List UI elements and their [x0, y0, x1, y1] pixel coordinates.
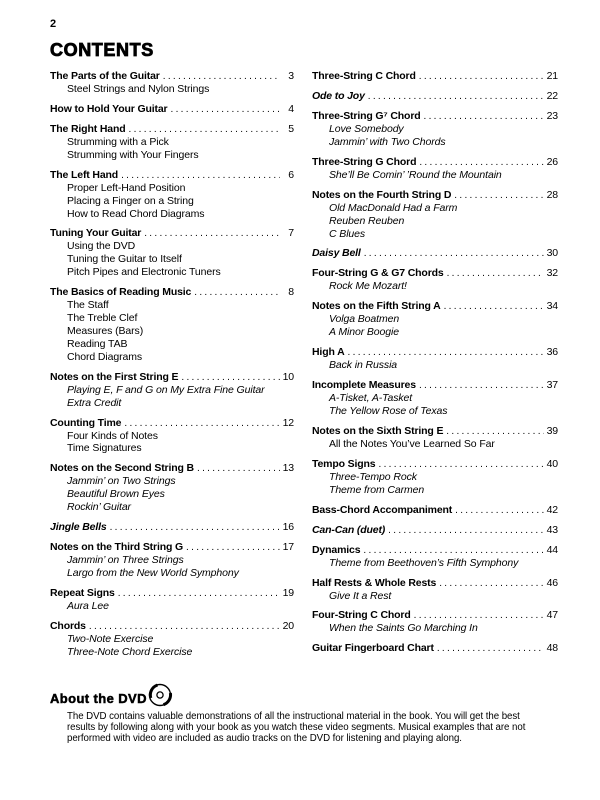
toc-entry: [312, 609, 558, 635]
toc-entry-row: [50, 541, 294, 554]
toc-page-number: 32: [546, 267, 558, 280]
toc-entry: [312, 247, 558, 260]
toc-entry-row: [312, 524, 558, 537]
toc-page-number: 40: [546, 457, 558, 470]
toc-page-number: 5: [288, 122, 294, 135]
toc-entry-row: [312, 544, 558, 557]
toc-entry-title: Tempo Signs: [312, 457, 376, 470]
toc-page-number: 20: [282, 619, 294, 632]
toc-entry-row: [312, 458, 558, 471]
toc-page-number: 7: [288, 227, 294, 240]
toc-sub-item: Love Somebody: [329, 123, 404, 135]
dot-leader: [455, 504, 544, 517]
dot-leader: [181, 371, 280, 384]
toc-page-number: 37: [546, 379, 558, 392]
toc-sub-item: Jammin’ with Two Chords: [329, 135, 446, 148]
toc-entry-title: Notes on the Second String B: [50, 462, 194, 475]
dvd-disc-icon: [144, 679, 176, 706]
dot-leader: [447, 267, 544, 280]
toc-entry-title: Notes on the Fifth String A: [312, 300, 441, 313]
toc-entry-title: Half Rests & Whole Rests: [312, 576, 437, 589]
toc-sub-item: Steel Strings and Nylon Strings: [67, 83, 210, 95]
toc-entry-title: Four-String G & G7 Chords: [312, 267, 444, 280]
toc-entry-row: [312, 70, 558, 83]
toc-sub-item: Three-Note Chord Exercise: [67, 645, 193, 658]
toc-entry-title: Notes on the Sixth String E: [312, 424, 444, 437]
dot-leader: [124, 417, 280, 430]
toc-sub-item: Strumming with a Pick: [67, 135, 169, 148]
dot-leader: [171, 103, 281, 116]
toc-column-right: [312, 70, 558, 662]
toc-page-number: 30: [546, 247, 558, 260]
toc-page-number: 22: [546, 90, 558, 102]
toc-sub-item: Pitch Pipes and Electronic Tuners: [67, 266, 221, 279]
toc-entry-title: Chords: [50, 619, 86, 632]
toc-entry-title: Repeat Signs: [50, 586, 115, 599]
toc-sub-item: Three-Tempo Rock: [329, 470, 417, 483]
dot-leader: [118, 587, 280, 600]
dot-leader: [419, 379, 544, 392]
toc-page-number: 39: [546, 424, 558, 437]
toc-entry: [50, 541, 294, 580]
toc-entry-row: [312, 90, 558, 103]
toc-sub-item: All the Notes You’ve Learned So Far: [329, 437, 495, 450]
toc-page-number: 4: [288, 102, 294, 115]
dot-leader: [446, 425, 544, 438]
dot-leader: [454, 189, 544, 202]
dot-leader: [424, 110, 544, 123]
toc-entry-title: Bass-Chord Accompaniment: [312, 503, 453, 516]
toc-entry-title: The Left Hand: [50, 168, 119, 181]
toc-sub-item: Measures (Bars): [67, 324, 144, 337]
toc-page-number: 26: [546, 155, 558, 168]
toc-columns: [50, 70, 558, 666]
toc-sub-item: The Yellow Rose of Texas: [329, 404, 448, 417]
toc-entry-title: Three-String G Chord: [312, 155, 417, 168]
toc-entry: [50, 371, 294, 410]
contents-heading: CONTENTS: [50, 40, 154, 60]
toc-page-number: 3: [288, 70, 294, 82]
dot-leader: [89, 620, 280, 633]
dot-leader: [368, 90, 544, 103]
toc-entry: [50, 70, 294, 96]
toc-sub-item: Old MacDonald Had a Farm: [329, 201, 458, 214]
toc-entry-title: Jingle Bells: [50, 521, 107, 534]
dot-leader: [194, 286, 280, 299]
dot-leader: [348, 346, 544, 359]
toc-entry: [50, 286, 294, 364]
toc-entry: [312, 379, 558, 418]
toc-entry-row: [312, 156, 558, 169]
toc-sub-item: Strumming with Your Fingers: [67, 148, 199, 161]
toc-entry-row: [50, 123, 294, 136]
toc-entry-title: Tuning Your Guitar: [50, 227, 142, 240]
dot-leader: [121, 169, 280, 182]
toc-sub-item: Placing a Finger on a String: [67, 194, 194, 207]
toc-entry-row: [50, 521, 294, 534]
toc-entry-title: Guitar Fingerboard Chart: [312, 642, 434, 655]
toc-entry: [312, 642, 558, 655]
toc-entry-title: High A: [312, 346, 345, 359]
toc-entry: [312, 524, 558, 537]
toc-page-number: 46: [546, 576, 558, 589]
toc-entry: [312, 425, 558, 451]
about-dvd-text: The DVD contains valuable demonstrations of all the instructional material in the book. You will get the best results by following along with your book as you watch these video segments. Musical examples that are not performed with video are included as audio tracks on the DVD for listening and playing along.: [67, 710, 526, 744]
toc-entry: [312, 300, 558, 339]
toc-entry: [312, 70, 558, 83]
toc-entry: [50, 123, 294, 162]
toc-page-number: 21: [546, 70, 558, 82]
toc-sub-item: Reuben Reuben: [329, 214, 405, 227]
toc-entry: [312, 346, 558, 372]
toc-entry-row: [312, 642, 558, 655]
toc-sub-item: Four Kinds of Notes: [67, 429, 158, 442]
dot-leader: [364, 247, 544, 260]
toc-entry: [312, 267, 558, 293]
toc-entry: [312, 90, 558, 103]
toc-entry-row: [50, 169, 294, 182]
toc-entry: [312, 189, 558, 241]
toc-sub-item: Volga Boatmen: [329, 313, 400, 326]
dot-leader: [379, 458, 545, 471]
toc-entry-row: [50, 371, 294, 384]
page-number: 2: [50, 18, 57, 30]
dot-leader: [163, 70, 280, 83]
dot-leader: [144, 227, 280, 240]
toc-sub-item: A Minor Boogie: [329, 326, 399, 339]
toc-sub-item: Give It a Rest: [329, 589, 392, 602]
toc-entry: [50, 620, 294, 659]
toc-entry-row: [50, 70, 294, 83]
toc-page-number: 28: [546, 188, 558, 201]
toc-entry-title: The Parts of the Guitar: [50, 70, 160, 82]
toc-entry: [50, 587, 294, 613]
toc-entry-title: Three-String G⁷ Chord: [312, 110, 421, 122]
toc-sub-item: Largo from the New World Symphony: [67, 566, 239, 579]
toc-entry-row: [312, 300, 558, 313]
toc-sub-item: Proper Left-Hand Position: [67, 181, 186, 194]
dot-leader: [419, 156, 544, 169]
toc-entry: [312, 544, 558, 570]
toc-sub-item: The Treble Clef: [67, 312, 138, 325]
toc-sub-item: Jammin’ on Three Strings: [67, 554, 184, 567]
toc-sub-item: A-Tisket, A-Tasket: [329, 392, 413, 405]
dot-leader: [197, 462, 280, 475]
toc-entry-title: How to Hold Your Guitar: [50, 102, 168, 115]
toc-entry-title: Dynamics: [312, 543, 361, 556]
toc-entry-row: [312, 379, 558, 392]
toc-entry-row: [312, 189, 558, 202]
toc-sub-item: Chord Diagrams: [67, 350, 143, 363]
toc-entry-row: [312, 267, 558, 280]
toc-column-left: [50, 70, 294, 666]
toc-entry-row: [50, 417, 294, 430]
toc-page-number: 44: [546, 543, 558, 556]
toc-entry-row: [50, 587, 294, 600]
toc-entry-title: Can-Can (duet): [312, 523, 386, 536]
toc-page-number: 48: [546, 642, 558, 655]
toc-sub-item: How to Read Chord Diagrams: [67, 207, 205, 220]
toc-sub-item: Beautiful Brown Eyes: [67, 488, 165, 501]
about-dvd-heading-row: [50, 682, 558, 706]
toc-sub-item: Rock Me Mozart!: [329, 280, 407, 293]
toc-entry-title: Notes on the Fourth String D: [312, 188, 452, 201]
toc-page-number: 43: [546, 523, 558, 536]
toc-page-number: 34: [546, 300, 558, 313]
toc-entry: [50, 462, 294, 514]
toc-sub-item: Reading TAB: [67, 337, 128, 350]
toc-page-number: 12: [282, 416, 294, 429]
toc-entry: [312, 577, 558, 603]
toc-entry-title: Daisy Bell: [312, 247, 361, 260]
toc-entry: [312, 504, 558, 517]
toc-entry-title: Notes on the First String E: [50, 370, 179, 383]
toc-page-number: 17: [282, 541, 294, 554]
toc-entry: [50, 521, 294, 534]
dot-leader: [444, 300, 544, 313]
toc-entry-row: [312, 247, 558, 260]
toc-entry-title: Four-String C Chord: [312, 609, 411, 622]
dot-leader: [186, 541, 280, 554]
toc-sub-item: Back in Russia: [329, 359, 398, 372]
toc-entry-title: The Right Hand: [50, 122, 126, 135]
toc-sub-item: Extra Credit: [67, 396, 122, 409]
toc-sub-item: The Staff: [67, 299, 109, 312]
toc-sub-item: Rockin’ Guitar: [67, 501, 131, 514]
toc-entry: [50, 169, 294, 221]
toc-entry: [50, 227, 294, 279]
toc-sub-item: C Blues: [329, 227, 366, 240]
toc-entry-row: [312, 110, 558, 123]
toc-page-number: 47: [546, 609, 558, 622]
toc-page-number: 8: [288, 286, 294, 299]
toc-entry-row: [312, 609, 558, 622]
toc-entry-row: [50, 286, 294, 299]
toc-page-number: 13: [282, 462, 294, 475]
dot-leader: [437, 642, 544, 655]
toc-entry-row: [312, 577, 558, 590]
toc-entry-row: [312, 504, 558, 517]
about-dvd-section: [50, 682, 558, 744]
toc-page-number: 36: [546, 346, 558, 359]
toc-entry-row: [50, 103, 294, 116]
toc-entry: [50, 103, 294, 116]
toc-entry-row: [312, 425, 558, 438]
toc-sub-item: Theme from Beethoven’s Fifth Symphony: [329, 556, 519, 569]
toc-page-number: 6: [288, 168, 294, 181]
dot-leader: [363, 544, 544, 557]
toc-page-number: 23: [546, 110, 558, 122]
toc-entry-row: [50, 620, 294, 633]
dot-leader: [414, 609, 544, 622]
toc-sub-item: When the Saints Go Marching In: [329, 622, 478, 635]
toc-entry-title: Ode to Joy: [312, 90, 365, 102]
toc-entry-title: The Basics of Reading Music: [50, 286, 192, 299]
toc-page-number: 16: [282, 521, 294, 534]
toc-entry: [312, 156, 558, 182]
toc-sub-item: Time Signatures: [67, 442, 142, 455]
toc-page-number: 10: [282, 370, 294, 383]
toc-page-number: 19: [282, 586, 294, 599]
toc-sub-item: Two-Note Exercise: [67, 632, 154, 645]
toc-sub-item: Theme from Carmen: [329, 483, 425, 496]
toc-page-number: 42: [546, 503, 558, 516]
about-dvd-heading: About the DVD: [50, 690, 147, 706]
toc-sub-item: Using the DVD: [67, 240, 136, 253]
toc-sub-item: Tuning the Guitar to Itself: [67, 253, 182, 266]
toc-entry: [312, 110, 558, 149]
dot-leader: [110, 521, 280, 534]
toc-entry-row: [50, 462, 294, 475]
toc-entry-row: [50, 227, 294, 240]
toc-sub-item: Aura Lee: [67, 599, 109, 612]
toc-entry-title: Notes on the Third String G: [50, 541, 184, 554]
dot-leader: [439, 577, 544, 590]
toc-sub-item: She’ll Be Comin’ ’Round the Mountain: [329, 168, 502, 181]
toc-sub-item: Jammin’ on Two Strings: [67, 475, 176, 488]
dot-leader: [419, 70, 544, 83]
dot-leader: [388, 524, 544, 537]
toc-entry: [312, 458, 558, 497]
toc-entry-row: [312, 346, 558, 359]
toc-entry-title: Three-String C Chord: [312, 70, 416, 82]
toc-entry-title: Incomplete Measures: [312, 379, 416, 392]
toc-entry: [50, 417, 294, 456]
dot-leader: [128, 123, 280, 136]
toc-sub-item: Playing E, F and G on My Extra Fine Guitar: [67, 383, 265, 396]
toc-entry-title: Counting Time: [50, 416, 122, 429]
